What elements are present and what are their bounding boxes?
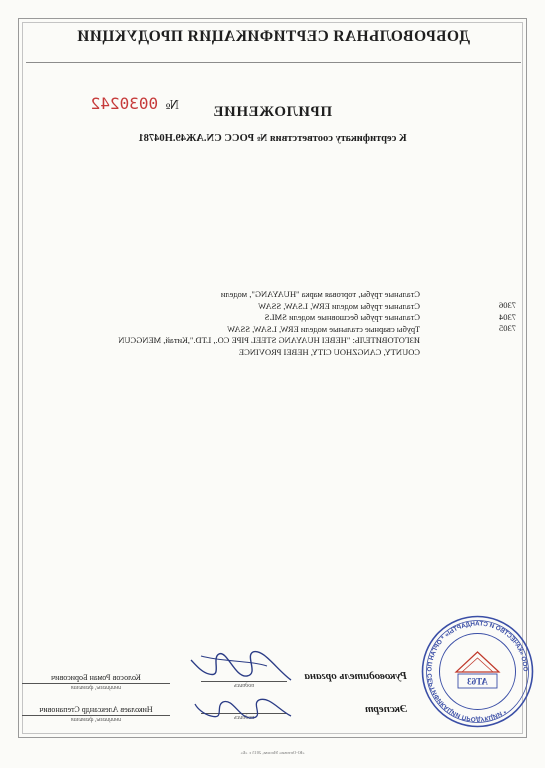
expert-name-line bbox=[22, 715, 170, 716]
description-line: COUNTY, CANGZHOU CITY, HEBEI PROVINCE bbox=[238, 346, 420, 357]
expert-name: Николаев Александр Степанович bbox=[39, 705, 153, 714]
stamp-ring-text: ООО «КАЧЕСТВО И СТАНДАРТЫ» * ОРГАН ПО СЕРТИФИКАЦИИ ПРОДУКЦИИ * bbox=[426, 620, 529, 723]
expert-initials-caption: инициалы, фамилия bbox=[70, 717, 122, 723]
document-title: ПРИЛОЖЕНИЕ bbox=[212, 104, 333, 120]
head-role-label: Руководитель органа bbox=[304, 670, 407, 682]
code-2: 7304 bbox=[499, 311, 516, 322]
description-line: Стальные трубы модели ERW, LSAW, SSAW bbox=[258, 300, 420, 311]
code-1: 7306 bbox=[499, 300, 516, 310]
head-initials-caption: инициалы, фамилия bbox=[70, 685, 122, 691]
head-signature-icon bbox=[187, 640, 297, 688]
print-footer: «Ю-Оптима» Москва, 2015 г. «Б» bbox=[240, 750, 305, 755]
number-value: 0030242 bbox=[90, 94, 159, 113]
description-line: Стальные трубы бесшовные модели SMLS bbox=[264, 312, 420, 322]
head-name-line bbox=[22, 683, 170, 684]
code-3: 7305 bbox=[499, 323, 516, 333]
number-prefix: № bbox=[165, 98, 179, 113]
expert-signature-caption: подпись bbox=[233, 715, 255, 721]
document-header: ДОБРОВОЛЬНАЯ СЕРТИФИКАЦИЯ ПРОДУКЦИИ bbox=[76, 28, 471, 45]
head-name: Колосов Роман Борисович bbox=[51, 673, 141, 682]
expert-role-label: Эксперт bbox=[364, 703, 407, 715]
stamp-center-text: АТ63 bbox=[467, 676, 488, 687]
document-subtitle: К сертификату соответствия № РОСС CN.АЖ49.Н04781 bbox=[138, 133, 407, 144]
description-line: Стальные трубы, торговая марка "HUAYANG", модели bbox=[220, 289, 420, 299]
description-line: ИЗГОТОВИТЕЛЬ: "HEBEI HUAYANG STEEL PIPE CO., LTD.",Китай, MENGCUN bbox=[118, 335, 420, 345]
head-signature-caption: подпись bbox=[233, 683, 255, 689]
description-line: Трубы сварные стальные модели ERW, LSAW, SSAW bbox=[227, 323, 420, 334]
organization-stamp-icon bbox=[420, 614, 535, 729]
expert-signature-icon bbox=[191, 690, 295, 724]
